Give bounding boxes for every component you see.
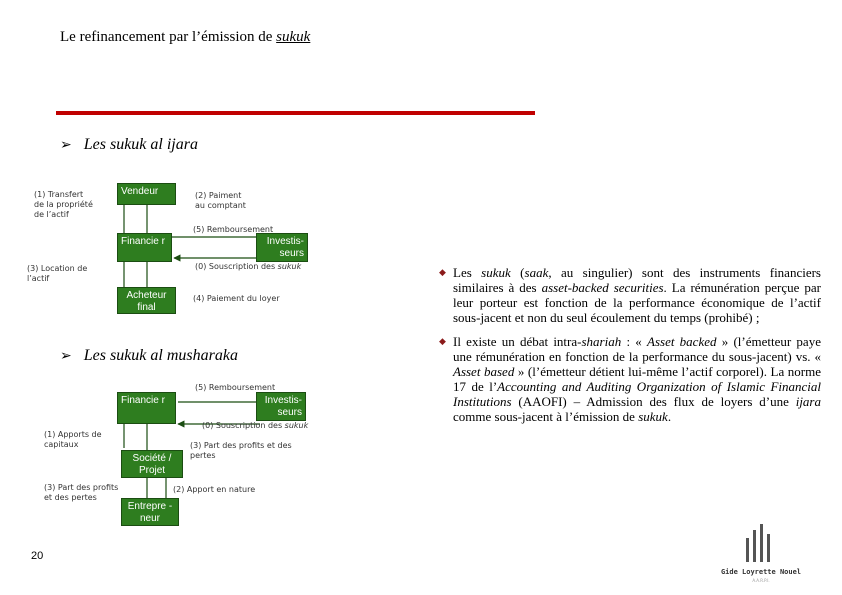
bullet-segment: (AAOFI) – Admission des flux de loyers d’une <box>511 394 796 409</box>
arrow-bullet-icon: ➢ <box>60 137 72 153</box>
section-heading-musharaka: ➢ Les sukuk al musharaka <box>60 347 238 364</box>
bullet-segment: sukuk <box>481 265 511 280</box>
box-acheteur-final: Acheteur final <box>117 287 176 314</box>
gide-logo-icon <box>744 524 776 564</box>
bullet-segment: shariah <box>581 334 622 349</box>
bullet-diamond-icon: ◆ <box>439 268 446 278</box>
box-financier-2: Financie r <box>117 392 176 424</box>
bullet-segment: . <box>667 409 672 424</box>
bullet-text-debate <box>453 334 821 424</box>
page-title: Le refinancement par l’émission de sukuk <box>60 29 311 45</box>
label-remboursement-1: (5) Remboursement <box>193 225 274 234</box>
bullet-segment: Asset backed <box>647 334 717 349</box>
label-part-profits-right: (3) Part des profits et des pertes <box>190 441 292 460</box>
label-apports: (1) Apports de capitaux <box>44 430 102 449</box>
logo-text: Gide Loyrette Nouel <box>720 568 802 576</box>
box-entrepreneur: Entrepre -neur <box>121 498 179 526</box>
label-apport-nature: (2) Apport en nature <box>173 485 256 494</box>
bullet-segment: ( <box>510 265 525 280</box>
label-location: (3) Location de l’actif <box>27 264 88 283</box>
label-souscription-2: (0) Souscription des sukuk <box>202 421 309 430</box>
bullet-segment: Il existe un débat intra- <box>453 334 582 349</box>
box-societe-projet: Société / Projet <box>121 450 183 478</box>
bullet-segment: » (l’émetteur détient lui-même l’actif corporel). La norme 17 de l’ <box>453 364 821 394</box>
bullet-segment: comme sous-jacent à l’émission de <box>453 409 639 424</box>
bullet-segment: Accounting and Auditing Organization of Islamic Financial Institutions <box>453 379 821 409</box>
bullet-segment: ijara <box>795 394 821 409</box>
label-souscription-1: (0) Souscription des sukuk <box>195 262 302 271</box>
label-transfert: (1) Transfert de la propriété de l’actif <box>34 190 93 219</box>
label-paiement-comptant: (2) Paiment au comptant <box>195 191 246 210</box>
bullet-diamond-icon: ◆ <box>439 337 446 347</box>
label-paiement-loyer: (4) Paiement du loyer <box>193 294 280 303</box>
bullet-text-definition <box>453 265 821 325</box>
bullet-segment: Asset based <box>453 364 515 379</box>
bullet-segment: . La rémunération perçue par leur porteur est fonction de la performance économique de l’actif sous-jacent et non du seul écoulement du temps (prohibé) ; <box>453 280 821 325</box>
bullet-segment: sukuk <box>638 409 668 424</box>
arrow-bullet-icon: ➢ <box>60 348 72 364</box>
bullet-segment: saak <box>524 265 549 280</box>
box-investisseurs-1: Investis- seurs <box>256 233 308 262</box>
box-investisseurs-2: Investis- seurs <box>256 392 306 421</box>
bullet-segment: : « <box>621 334 648 349</box>
bullet-segment: , au singulier) sont des instruments financiers similaires à des <box>453 265 821 295</box>
box-vendeur: Vendeur <box>117 183 176 205</box>
page-number: 20 <box>31 550 44 562</box>
box-financier-1: Financie r <box>117 233 172 262</box>
label-remboursement-2: (5) Remboursement <box>195 383 276 392</box>
bullet-segment: asset-backed securities <box>541 280 664 295</box>
label-part-profits-left: (3) Part des profits et des pertes <box>44 483 119 502</box>
bullet-segment: Les <box>453 265 482 280</box>
bullet-segment: » (l’émetteur paye une rémunération en fonction de la performance du sous-jacent) vs. « <box>453 334 821 364</box>
section-heading-ijara: ➢ Les sukuk al ijara <box>60 136 198 153</box>
logo-subtext: A.A.R.P.I. <box>752 578 770 583</box>
